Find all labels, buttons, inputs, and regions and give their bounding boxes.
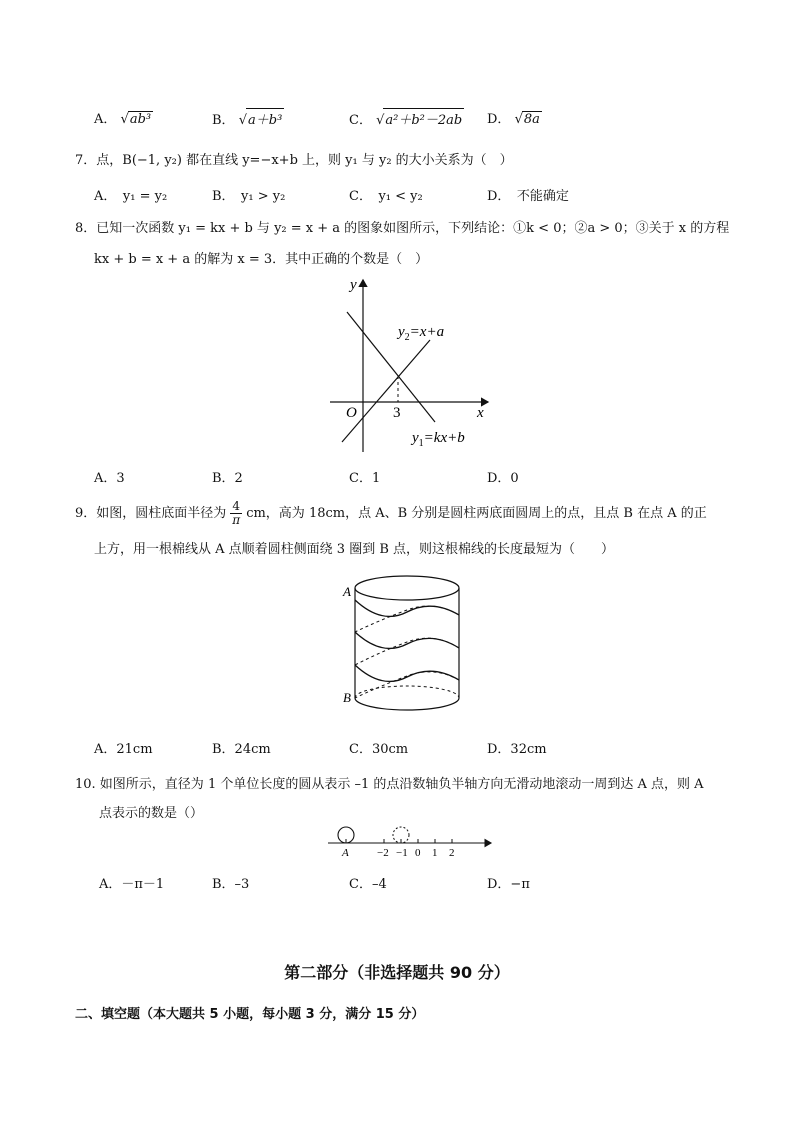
q6-c-expr: a²＋b²－2ab — [383, 108, 464, 128]
cylinder-bottom-front — [355, 698, 459, 710]
y-axis-label: y — [350, 277, 357, 293]
section-heading: 二、填空题（本大题共 5 小题，每小题 3 分，满分 15 分） — [75, 1007, 425, 1022]
y2-label: $y_2=x+a$ — [398, 324, 445, 343]
q8-option-d: D．0 — [487, 471, 519, 486]
q9-option-d: D．32cm — [487, 742, 547, 757]
tick-label: 2 — [449, 847, 455, 859]
q6-option-c: C． √a²＋b²－2ab — [349, 108, 464, 128]
q6-d-expr: 8a — [523, 112, 540, 127]
tick-label: 0 — [415, 847, 421, 859]
q6-a-expr: ab³ — [129, 112, 152, 127]
sqrt-icon: √ — [514, 112, 523, 127]
q7-option-b: B． y₁ > y₂ — [212, 189, 286, 204]
q8-option-a: A．3 — [94, 471, 125, 486]
tick-label: −2 — [377, 847, 389, 859]
q7-option-d: D． 不能确定 — [487, 189, 569, 204]
q6-b-expr: a＋b³ — [246, 108, 284, 128]
x-axis-label: x — [477, 405, 484, 421]
q7-option-a: A． y₁ = y₂ — [94, 189, 168, 204]
thread-front-3 — [355, 665, 459, 681]
q7-stem: 7．点，B(−1, y₂) 都在直线 y=−x+b 上，则 y₁ 与 y₂ 的大小关系为（ ） — [75, 153, 513, 168]
q7-option-c: C． y₁ < y₂ — [349, 189, 423, 204]
line-y2 — [342, 340, 430, 442]
q9-option-c: C．30cm — [349, 742, 409, 757]
tick-label: 1 — [432, 847, 438, 859]
tick-3-label: 3 — [393, 405, 401, 421]
cylinder-top — [355, 576, 459, 600]
thread-back-2 — [355, 638, 459, 665]
q10-option-c: C．–4 — [349, 877, 387, 892]
q10-option-b: B．–3 — [212, 877, 250, 892]
sqrt-icon: √ — [238, 113, 247, 128]
y1-label: $y_1=kx+b$ — [412, 430, 465, 449]
q9-stem-line1: 9．如图，圆柱底面半径为 $\frac{4}{\pi}$ cm，高为 18cm，点 A、B 分别是圆柱两底面圆周上的点，且点 B 在点 A 的正 — [75, 499, 707, 527]
q10-stem-line2: 点表示的数是（） — [99, 806, 204, 821]
q8-option-c: C．1 — [349, 471, 381, 486]
q6-option-b: B． √a＋b³ — [212, 108, 284, 128]
q8-graph — [320, 270, 500, 460]
point-b-label: B — [343, 690, 351, 705]
q8-stem-line1: 8．已知一次函数 y₁ = kx + b 与 y₂ = x + a 的图象如图所示，下列结论：①k < 0；②a > 0；③关于 x 的方程 — [75, 221, 730, 236]
q9-option-b: B．24cm — [212, 742, 271, 757]
q10-option-a: A．－π－1 — [99, 877, 165, 892]
sqrt-icon: √ — [376, 113, 385, 128]
q8-option-b: B．2 — [212, 471, 243, 486]
q8-stem-line2: kx + b = x + a 的解为 x = 3．其中正确的个数是（ ） — [94, 252, 429, 267]
q10-number-line — [326, 818, 496, 860]
q9-stem-line2: 上方，用一根棉线从 A 点顺着圆柱侧面绕 3 圈到 B 点，则这根棉线的长度最短为（ ） — [94, 542, 615, 557]
q10-stem-line1: 10. 如图所示，直径为 1 个单位长度的圆从表示 –1 的点沿数轴负半轴方向无滑动地滚动一周到达 A 点，则 A — [75, 777, 704, 792]
q6-option-a: A． √ab³ — [94, 112, 152, 127]
origin-label: O — [346, 405, 357, 421]
cylinder-bottom-back — [355, 686, 459, 698]
q9-option-a: A．21cm — [94, 742, 153, 757]
q9-fraction: $\frac{4}{\pi}$ — [232, 499, 241, 527]
thread-back-1 — [355, 606, 459, 632]
thread-front-1 — [355, 600, 459, 616]
thread-front-2 — [355, 632, 459, 648]
point-a-label: A — [343, 584, 351, 599]
q9-cylinder — [342, 570, 472, 722]
part2-title: 第二部分（非选择题共 90 分） — [284, 963, 510, 982]
q10-option-d: D．−π — [487, 877, 530, 892]
q6-option-d: D． √8a — [487, 112, 540, 127]
point-a-label: A — [342, 847, 349, 859]
tick-label: −1 — [396, 847, 408, 859]
sqrt-icon: √ — [120, 112, 129, 127]
